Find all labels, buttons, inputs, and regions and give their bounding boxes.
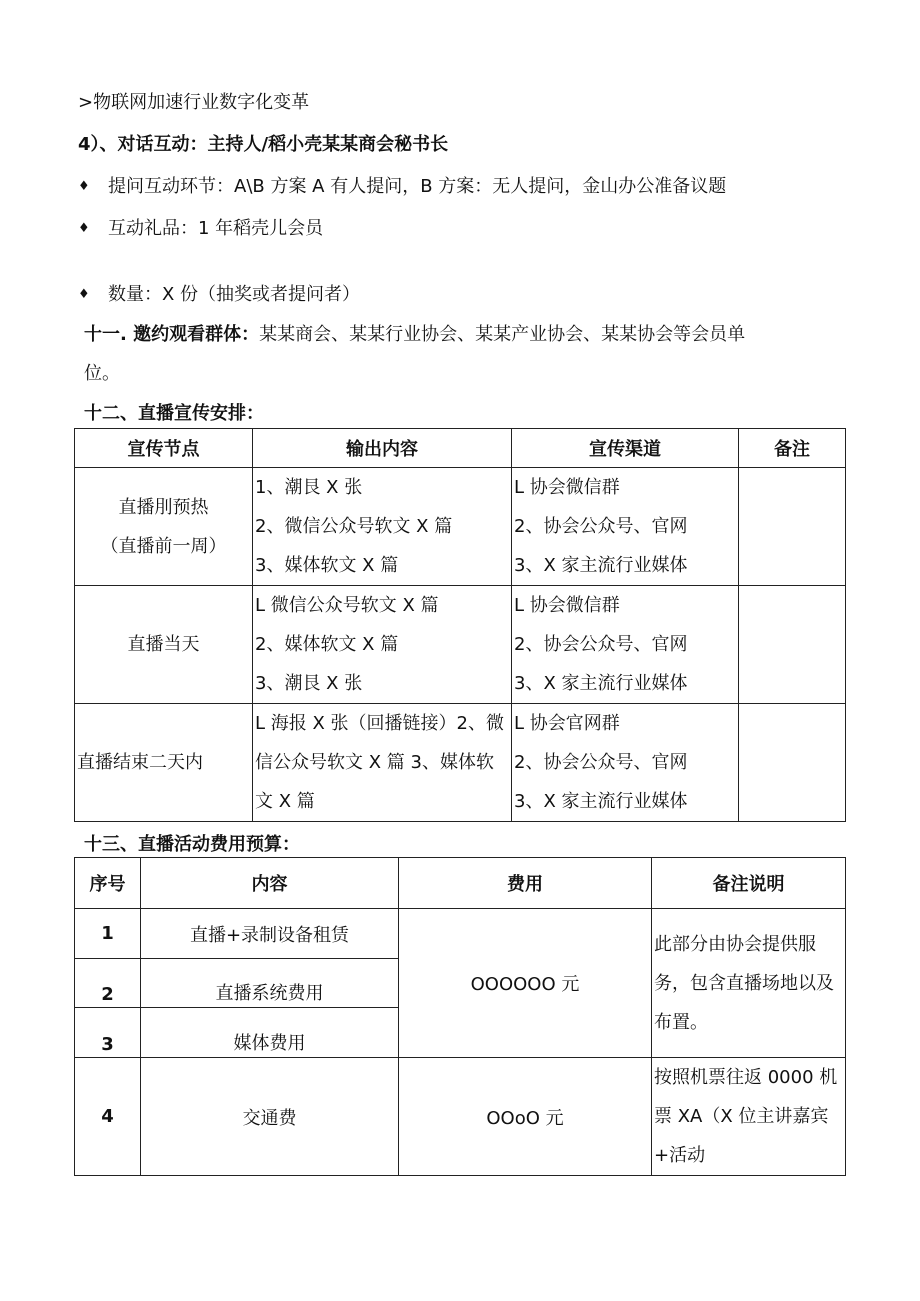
promo-schedule-table — [74, 428, 846, 822]
note-cell — [739, 586, 846, 704]
channel-line: L 协会微信群 — [514, 477, 620, 498]
channel-line: 3、X 家主流行业媒体 — [514, 791, 688, 812]
bullet-text: 数量：X 份（抽奖或者提问者） — [108, 284, 361, 305]
channel-line: 2、协会公众号、官网 — [514, 516, 688, 537]
table-header-row — [75, 429, 846, 468]
bullet-item — [78, 216, 323, 242]
header-node: 宣传节点 — [75, 429, 253, 468]
table-row — [75, 468, 846, 586]
header-note: 备注 — [739, 429, 846, 468]
output-line: 3、潮艮 X 张 — [255, 673, 363, 694]
note-cell — [739, 468, 846, 586]
group-cost: OOOOOO 元 — [399, 909, 652, 1058]
header-remark: 备注说明 — [652, 858, 846, 909]
row-content: 直播系统费用 — [141, 959, 399, 1008]
table-header-row — [75, 858, 846, 909]
table-row — [75, 1058, 846, 1176]
row-number: 4 — [75, 1058, 141, 1176]
node-cell — [75, 468, 253, 586]
output-line: 2、媒体软文 X 篇 — [255, 634, 399, 655]
bullet-item — [78, 174, 726, 200]
diamond-bullet-icon: ♦ — [78, 287, 90, 302]
channel-line: 3、X 家主流行业媒体 — [514, 555, 688, 576]
bullet-text: 互动礼品：1 年稻壳儿会员 — [108, 218, 324, 239]
channel-line: L 协会官网群 — [514, 713, 620, 734]
section4-title: 4）、对话互动：主持人/稻小壳某某商会秘书长 — [78, 134, 449, 155]
channel-line: 2、协会公众号、官网 — [514, 752, 688, 773]
table-row — [75, 586, 846, 704]
output-line: 2、微信公众号软文 X 篇 — [255, 516, 453, 537]
output-line: 3、媒体软文 X 篇 — [255, 555, 399, 576]
row-content: 交通费 — [141, 1058, 399, 1176]
intro-line: >物联网加速行业数字化变革 — [78, 92, 310, 113]
row-content: 直播+录制设备租赁 — [141, 909, 399, 959]
node-cell — [75, 704, 253, 822]
node-text: 直播结束二天内 — [77, 752, 203, 773]
section11-line — [84, 322, 745, 348]
channel-line: 3、X 家主流行业媒体 — [514, 673, 688, 694]
row-number: 3 — [75, 1008, 141, 1058]
diamond-bullet-icon: ♦ — [78, 221, 90, 236]
group-note: 此部分由协会提供服务，包含直播场地以及布置。 — [652, 909, 846, 1058]
node-text: 直播当天 — [127, 634, 200, 655]
node-text: 直播刖预热 — [118, 496, 209, 518]
row-content: 媒体费用 — [141, 1008, 399, 1058]
bullet-item — [78, 282, 360, 308]
header-cost: 费用 — [399, 858, 652, 909]
diamond-bullet-icon: ♦ — [78, 179, 90, 194]
table-row — [75, 704, 846, 822]
row-number: 1 — [75, 909, 141, 959]
section11-text: 某某商会、某某行业协会、某某产业协会、某某协会等会员单 — [259, 324, 746, 345]
bullet-text: 提问互动环节：A\B 方案 A 有人提问，B 方案：无人提问，金山办公准备议题 — [108, 176, 727, 197]
channel-cell — [512, 704, 739, 822]
row-number: 2 — [75, 959, 141, 1008]
channel-cell — [512, 586, 739, 704]
row4-note: 按照机票往返 0000 机票 XA（X 位主讲嘉宾+活动 — [652, 1058, 846, 1176]
channel-cell — [512, 468, 739, 586]
section12-title: 十二、直播宣传安排： — [84, 403, 264, 424]
header-channel: 宣传渠道 — [512, 429, 739, 468]
row4-cost: OOoO 元 — [399, 1058, 652, 1176]
table-row — [75, 909, 846, 959]
channel-line: 2、协会公众号、官网 — [514, 634, 688, 655]
section11-label: 十一. 邀约观看群体： — [84, 324, 260, 345]
output-cell — [253, 586, 512, 704]
section13-title: 十三、直播活动费用预算： — [84, 834, 300, 855]
output-line: 1、潮艮 X 张 — [255, 477, 363, 498]
header-content: 内容 — [141, 858, 399, 909]
output-line: L 微信公众号软文 X 篇 — [255, 595, 439, 616]
note-cell — [739, 704, 846, 822]
output-cell: L 海报 X 张（回播链接）2、微信公众号软文 X 篇 3、媒体软文 X 篇 — [253, 704, 512, 822]
node-text: （直播前一周） — [100, 535, 227, 557]
header-no: 序号 — [75, 858, 141, 909]
node-cell — [75, 586, 253, 704]
output-cell — [253, 468, 512, 586]
channel-line: L 协会微信群 — [514, 595, 620, 616]
header-output: 输出内容 — [253, 429, 512, 468]
section11-text-cont: 位。 — [84, 363, 120, 384]
budget-table — [74, 857, 846, 1176]
